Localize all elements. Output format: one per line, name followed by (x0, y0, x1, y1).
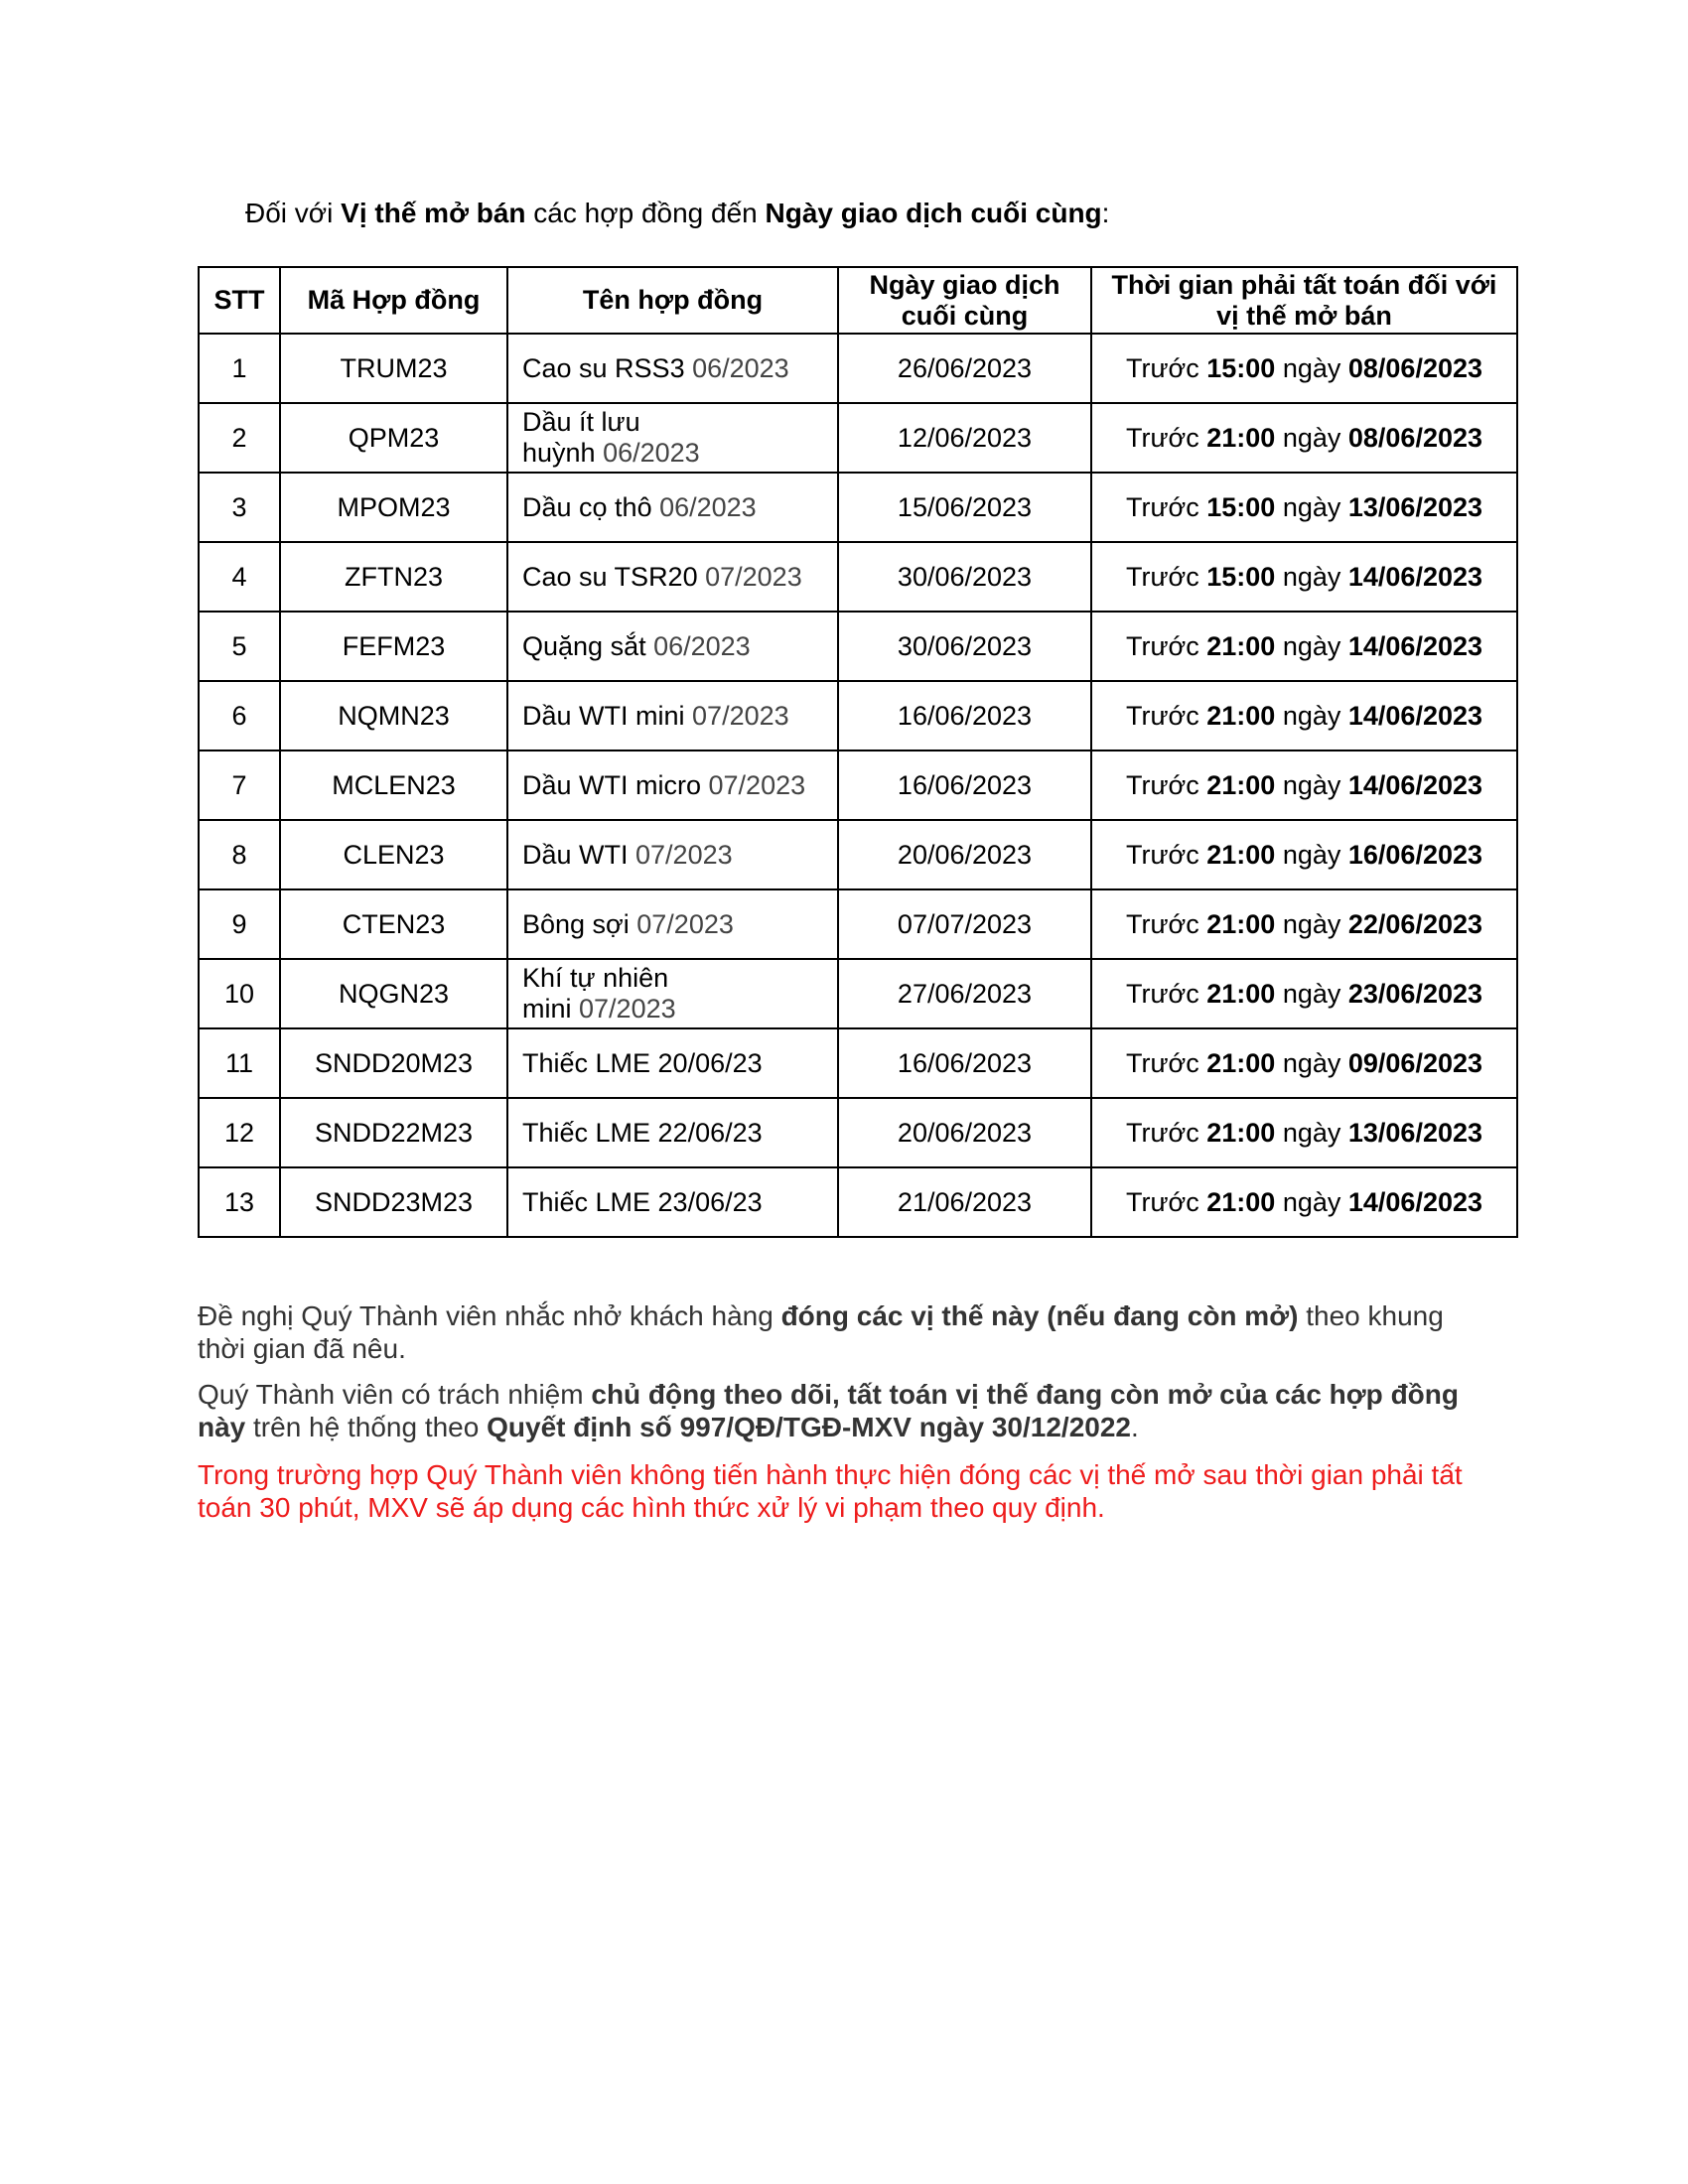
cell-contract-code: CLEN23 (280, 820, 507, 889)
cell-stt: 10 (199, 959, 280, 1028)
cell-contract-code: MPOM23 (280, 473, 507, 542)
table-row (199, 1028, 1517, 1098)
cell-contract-code: QPM23 (280, 403, 507, 473)
cell-last-trading-day: 27/06/2023 (838, 959, 1091, 1028)
intro-line (245, 195, 1536, 232)
cell-settlement-deadline: Trước 21:00 ngày 14/06/2023 (1091, 681, 1517, 751)
note-bold-monitor: chủ động theo dõi, tất toán vị thế đang còn mở của các hợp đồng này (198, 1379, 1459, 1442)
cell-last-trading-day: 20/06/2023 (838, 820, 1091, 889)
cell-last-trading-day: 16/06/2023 (838, 1028, 1091, 1098)
table-header-row (199, 267, 1517, 334)
intro-bold-open-short: Vị thế mở bán (341, 198, 526, 228)
cell-contract-name: Thiếc LME 20/06/23 (507, 1028, 838, 1098)
cell-settlement-deadline: Trước 21:00 ngày 09/06/2023 (1091, 1028, 1517, 1098)
table-row (199, 681, 1517, 751)
cell-stt: 12 (199, 1098, 280, 1167)
cell-contract-code: SNDD22M23 (280, 1098, 507, 1167)
contract-month: 06/2023 (659, 491, 757, 522)
contract-month: 06/2023 (603, 438, 700, 468)
note-responsibility: Quý Thành viên có trách nhiệm chủ động theo dõi, tất toán vị thế đang còn mở của các hợp đồng này trên hệ thống theo Quyết định số 997/QĐ/TGĐ-MXV ngày 30/12/2022. (198, 1379, 1459, 1442)
cell-contract-name: Dầu ít lưu huỳnh 06/2023 (507, 403, 838, 473)
cell-contract-name: Dầu WTI 07/2023 (507, 820, 838, 889)
cell-contract-name: Cao su RSS3 06/2023 (507, 334, 838, 403)
cell-settlement-deadline: Trước 21:00 ngày 08/06/2023 (1091, 403, 1517, 473)
table-row (199, 612, 1517, 681)
cell-last-trading-day: 26/06/2023 (838, 334, 1091, 403)
cell-contract-name: Khí tự nhiên mini 07/2023 (507, 959, 838, 1028)
cell-contract-name: Bông sợi 07/2023 (507, 889, 838, 959)
cell-settlement-deadline: Trước 21:00 ngày 14/06/2023 (1091, 1167, 1517, 1237)
cell-stt: 6 (199, 681, 280, 751)
contracts-table (198, 266, 1518, 1238)
cell-contract-code: TRUM23 (280, 334, 507, 403)
cell-contract-name: Thiếc LME 22/06/23 (507, 1098, 838, 1167)
cell-contract-name: Cao su TSR20 07/2023 (507, 542, 838, 612)
header-contract-code: Mã Hợp đồng (280, 267, 507, 334)
intro-bold-last-trading-day: Ngày giao dịch cuối cùng (765, 198, 1102, 228)
table-row (199, 1098, 1517, 1167)
header-stt: STT (199, 267, 280, 334)
table-row (199, 820, 1517, 889)
intro-text: Đối với (245, 198, 342, 228)
cell-last-trading-day: 30/06/2023 (838, 612, 1091, 681)
cell-stt: 1 (199, 334, 280, 403)
cell-last-trading-day: 16/06/2023 (838, 681, 1091, 751)
cell-contract-code: SNDD23M23 (280, 1167, 507, 1237)
cell-last-trading-day: 20/06/2023 (838, 1098, 1091, 1167)
note-bold-close-positions: đóng các vị thế này (nếu đang còn mở) (780, 1300, 1299, 1331)
cell-contract-name: Quặng sắt 06/2023 (507, 612, 838, 681)
table-row (199, 889, 1517, 959)
cell-contract-code: SNDD20M23 (280, 1028, 507, 1098)
contract-month: 07/2023 (636, 908, 734, 939)
cell-settlement-deadline: Trước 21:00 ngày 16/06/2023 (1091, 820, 1517, 889)
note-bold-decision: Quyết định số 997/QĐ/TGĐ-MXV ngày 30/12/2022 (487, 1412, 1131, 1442)
cell-contract-code: NQGN23 (280, 959, 507, 1028)
intro-text: các hợp đồng đến (525, 198, 766, 228)
warning-text: Trong trường hợp Quý Thành viên không tiến hành thực hiện đóng các vị thế mở sau thời gian phải tất toán 30 phút, MXV sẽ áp dụng các hình thức xử lý vi phạm theo quy định. (198, 1459, 1463, 1523)
table-row (199, 959, 1517, 1028)
table-row (199, 473, 1517, 542)
table-row (199, 403, 1517, 473)
contract-month: 07/2023 (635, 839, 733, 870)
contract-month: 07/2023 (705, 561, 802, 592)
cell-settlement-deadline: Trước 15:00 ngày 14/06/2023 (1091, 542, 1517, 612)
table-row (199, 334, 1517, 403)
cell-last-trading-day: 15/06/2023 (838, 473, 1091, 542)
cell-stt: 2 (199, 403, 280, 473)
cell-contract-name: Thiếc LME 23/06/23 (507, 1167, 838, 1237)
cell-stt: 3 (199, 473, 280, 542)
cell-stt: 9 (199, 889, 280, 959)
cell-contract-code: ZFTN23 (280, 542, 507, 612)
cell-stt: 8 (199, 820, 280, 889)
note-reminder: Đề nghị Quý Thành viên nhắc nhở khách hàng đóng các vị thế này (nếu đang còn mở) theo khung thời gian đã nêu. (198, 1300, 1444, 1364)
cell-stt: 7 (199, 751, 280, 820)
cell-settlement-deadline: Trước 21:00 ngày 14/06/2023 (1091, 612, 1517, 681)
contract-month: 07/2023 (708, 769, 806, 800)
cell-last-trading-day: 30/06/2023 (838, 542, 1091, 612)
cell-stt: 13 (199, 1167, 280, 1237)
table-row (199, 542, 1517, 612)
table-row (199, 751, 1517, 820)
header-settlement-deadline: Thời gian phải tất toán đối với vị thế mở bán (1091, 267, 1517, 334)
cell-contract-name: Dầu WTI micro 07/2023 (507, 751, 838, 820)
cell-contract-code: FEFM23 (280, 612, 507, 681)
cell-settlement-deadline: Trước 21:00 ngày 22/06/2023 (1091, 889, 1517, 959)
cell-last-trading-day: 12/06/2023 (838, 403, 1091, 473)
cell-settlement-deadline: Trước 15:00 ngày 13/06/2023 (1091, 473, 1517, 542)
contract-month: 06/2023 (692, 352, 789, 383)
cell-contract-name: Dầu cọ thô 06/2023 (507, 473, 838, 542)
cell-settlement-deadline: Trước 15:00 ngày 08/06/2023 (1091, 334, 1517, 403)
header-contract-name: Tên hợp đồng (507, 267, 838, 334)
intro-text: : (1101, 198, 1110, 228)
cell-stt: 4 (199, 542, 280, 612)
contract-month: 07/2023 (579, 994, 676, 1024)
cell-contract-code: CTEN23 (280, 889, 507, 959)
contract-month: 06/2023 (653, 630, 751, 661)
cell-contract-name: Dầu WTI mini 07/2023 (507, 681, 838, 751)
cell-settlement-deadline: Trước 21:00 ngày 13/06/2023 (1091, 1098, 1517, 1167)
table-body (199, 334, 1517, 1237)
cell-last-trading-day: 16/06/2023 (838, 751, 1091, 820)
table-row (199, 1167, 1517, 1237)
cell-stt: 11 (199, 1028, 280, 1098)
cell-contract-code: MCLEN23 (280, 751, 507, 820)
header-last-trading-day: Ngày giao dịch cuối cùng (838, 267, 1091, 334)
cell-stt: 5 (199, 612, 280, 681)
cell-contract-code: NQMN23 (280, 681, 507, 751)
contract-month: 07/2023 (692, 700, 789, 731)
cell-last-trading-day: 21/06/2023 (838, 1167, 1091, 1237)
cell-settlement-deadline: Trước 21:00 ngày 14/06/2023 (1091, 751, 1517, 820)
cell-last-trading-day: 07/07/2023 (838, 889, 1091, 959)
cell-settlement-deadline: Trước 21:00 ngày 23/06/2023 (1091, 959, 1517, 1028)
